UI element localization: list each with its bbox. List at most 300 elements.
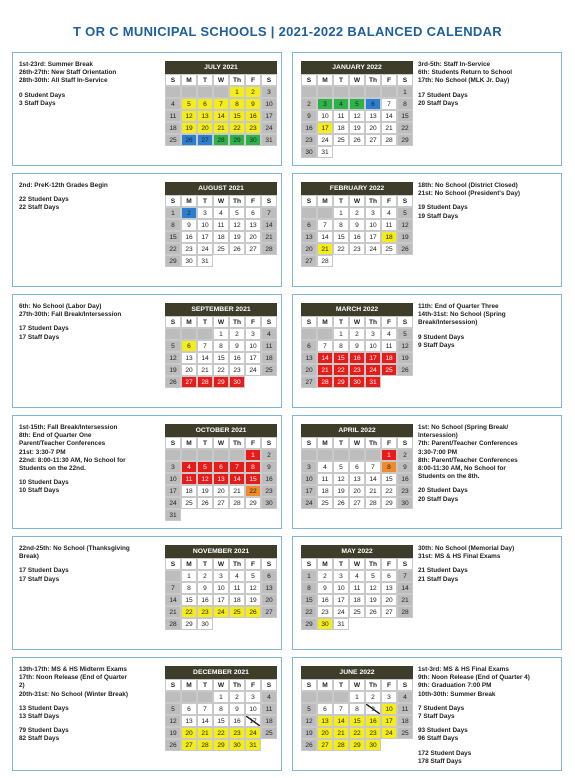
day-cell: 8 bbox=[301, 582, 317, 594]
day-cell: 18 bbox=[229, 594, 245, 606]
day-cell: 28 bbox=[261, 243, 277, 255]
day-cell: 9 bbox=[365, 703, 381, 715]
weekday-header: F bbox=[381, 679, 397, 691]
day-cell: 23 bbox=[365, 727, 381, 739]
day-cell: 11 bbox=[165, 110, 181, 122]
day-cell: 29 bbox=[229, 134, 245, 146]
day-cell: 27 bbox=[181, 739, 197, 751]
day-cell: 4 bbox=[381, 328, 397, 340]
empty-day-cell bbox=[165, 328, 181, 340]
weekday-header: T bbox=[333, 558, 349, 570]
day-cell: 30 bbox=[301, 146, 317, 158]
day-cell: 24 bbox=[245, 727, 261, 739]
day-cell: 6 bbox=[245, 207, 261, 219]
day-cell: 29 bbox=[245, 497, 261, 509]
day-cell: 5 bbox=[397, 207, 413, 219]
empty-day-cell bbox=[301, 449, 317, 461]
note-line: 17 Student Days bbox=[418, 91, 468, 99]
day-cell: 22 bbox=[301, 606, 317, 618]
month-title: FEBRUARY 2022 bbox=[301, 182, 413, 195]
note-line: 8:00-11:30 AM, No School for bbox=[418, 465, 506, 473]
day-cell: 30 bbox=[397, 497, 413, 509]
day-cell: 15 bbox=[397, 110, 413, 122]
month-title: MARCH 2022 bbox=[301, 303, 413, 316]
note-line: 14th-31st: No School (Spring bbox=[418, 311, 506, 319]
note-line: 178 Staff Days bbox=[418, 757, 462, 765]
weekday-header: T bbox=[197, 437, 213, 449]
weekday-header: F bbox=[381, 195, 397, 207]
day-cell: 19 bbox=[165, 727, 181, 739]
day-cell: 2 bbox=[317, 570, 333, 582]
day-cell: 11 bbox=[261, 340, 277, 352]
note-line: 9th: Noon Release (End of Quarter 4) bbox=[418, 674, 530, 682]
note-line: 18th: No School (District Closed) bbox=[418, 182, 518, 189]
empty-day-cell bbox=[365, 449, 381, 461]
day-cell: 21 bbox=[197, 727, 213, 739]
day-cell: 21 bbox=[397, 594, 413, 606]
note-line: 1st: No School (Spring Break/ bbox=[418, 424, 509, 431]
day-cell: 27 bbox=[213, 497, 229, 509]
day-cell: 29 bbox=[213, 739, 229, 751]
day-cell: 28 bbox=[333, 739, 349, 751]
month-notes bbox=[418, 545, 558, 584]
day-cell: 24 bbox=[245, 364, 261, 376]
weekday-header: S bbox=[301, 679, 317, 691]
day-cell: 16 bbox=[229, 352, 245, 364]
day-cell: 7 bbox=[197, 340, 213, 352]
day-cell: 15 bbox=[245, 473, 261, 485]
note-line: 27th-30th: Fall Break/Intersession bbox=[19, 311, 122, 319]
day-cell: 24 bbox=[197, 243, 213, 255]
day-cell: 8 bbox=[397, 98, 413, 110]
day-cell: 15 bbox=[333, 352, 349, 364]
day-cell: 12 bbox=[245, 582, 261, 594]
day-cell: 22 bbox=[213, 727, 229, 739]
day-cell: 24 bbox=[365, 364, 381, 376]
month-title: JANUARY 2022 bbox=[301, 61, 413, 74]
day-cell: 19 bbox=[181, 122, 197, 134]
note-line: 9th: Graduation 7:00 PM bbox=[418, 682, 492, 690]
note-line: 17 Staff Days bbox=[19, 575, 60, 583]
note-line: 11th: End of Quarter Three bbox=[418, 303, 499, 310]
day-cell: 16 bbox=[245, 110, 261, 122]
day-cell: 18 bbox=[261, 352, 277, 364]
day-cell: 5 bbox=[301, 703, 317, 715]
month-title: JULY 2021 bbox=[165, 61, 277, 74]
day-grid bbox=[165, 195, 277, 267]
weekday-header: Th bbox=[229, 74, 245, 86]
day-cell: 26 bbox=[229, 243, 245, 255]
note-line: 1st-23rd: Summer Break bbox=[19, 61, 93, 68]
month-notes bbox=[19, 666, 134, 744]
note-line: 1st-3rd: MS & HS Final Exams bbox=[418, 666, 509, 673]
day-cell: 1 bbox=[165, 207, 181, 219]
day-cell: 20 bbox=[365, 122, 381, 134]
day-cell: 30 bbox=[261, 497, 277, 509]
day-cell: 11 bbox=[333, 110, 349, 122]
day-cell: 8 bbox=[333, 340, 349, 352]
day-cell: 1 bbox=[301, 570, 317, 582]
note-line: 6th: No School (Labor Day) bbox=[19, 303, 102, 310]
note-line: 22nd-25th: No School (Thanksgiving bbox=[19, 545, 130, 552]
note-line: 17 Staff Days bbox=[19, 333, 60, 341]
day-cell: 29 bbox=[165, 255, 181, 267]
day-cell: 27 bbox=[349, 497, 365, 509]
note-line: 8th: Parent/Teacher Conferences bbox=[418, 456, 518, 464]
day-cell: 17 bbox=[333, 594, 349, 606]
day-cell: 30 bbox=[365, 739, 381, 751]
weekday-header: S bbox=[165, 437, 181, 449]
day-cell: 29 bbox=[349, 739, 365, 751]
note-line: 20 Staff Days bbox=[418, 99, 459, 107]
day-cell: 25 bbox=[213, 243, 229, 255]
day-cell: 29 bbox=[397, 134, 413, 146]
day-cell: 22 bbox=[333, 364, 349, 376]
month-panel bbox=[292, 657, 562, 771]
weekday-header: Th bbox=[229, 437, 245, 449]
note-line: 93 Student Days bbox=[418, 727, 468, 735]
weekday-header: F bbox=[381, 437, 397, 449]
day-cell: 6 bbox=[197, 98, 213, 110]
day-cell: 21 bbox=[213, 122, 229, 134]
day-cell: 16 bbox=[317, 594, 333, 606]
day-cell: 20 bbox=[301, 364, 317, 376]
empty-day-cell bbox=[317, 449, 333, 461]
day-cell: 26 bbox=[397, 364, 413, 376]
day-cell: 15 bbox=[229, 110, 245, 122]
day-cell: 9 bbox=[245, 98, 261, 110]
weekday-header: F bbox=[381, 74, 397, 86]
day-cell: 30 bbox=[181, 255, 197, 267]
day-cell: 11 bbox=[213, 219, 229, 231]
day-cell: 12 bbox=[349, 110, 365, 122]
empty-day-cell bbox=[181, 691, 197, 703]
month-panel bbox=[12, 294, 282, 408]
day-cell: 17 bbox=[365, 231, 381, 243]
day-cell: 7 bbox=[229, 461, 245, 473]
weekday-header: W bbox=[213, 679, 229, 691]
day-cell: 3 bbox=[365, 328, 381, 340]
note-line: 31st: MS & HS Final Exams bbox=[418, 553, 501, 561]
day-cell: 18 bbox=[349, 594, 365, 606]
day-cell: 26 bbox=[365, 606, 381, 618]
day-cell: 7 bbox=[213, 98, 229, 110]
day-cell: 3 bbox=[213, 570, 229, 582]
note-line: Students on the 8th. bbox=[418, 473, 480, 481]
weekday-header: T bbox=[197, 679, 213, 691]
day-cell: 17 bbox=[301, 485, 317, 497]
day-cell: 25 bbox=[229, 606, 245, 618]
weekday-header: M bbox=[317, 316, 333, 328]
day-cell: 4 bbox=[261, 691, 277, 703]
month-panel bbox=[12, 173, 282, 287]
weekday-header: S bbox=[301, 437, 317, 449]
day-cell: 15 bbox=[213, 715, 229, 727]
day-cell: 21 bbox=[197, 364, 213, 376]
empty-day-cell bbox=[333, 449, 349, 461]
day-cell: 20 bbox=[261, 594, 277, 606]
day-cell: 22 bbox=[333, 243, 349, 255]
day-cell: 20 bbox=[317, 727, 333, 739]
day-cell: 17 bbox=[317, 122, 333, 134]
day-cell: 2 bbox=[245, 86, 261, 98]
day-cell: 14 bbox=[197, 715, 213, 727]
day-cell: 8 bbox=[333, 219, 349, 231]
weekday-header: M bbox=[317, 679, 333, 691]
day-cell: 10 bbox=[333, 582, 349, 594]
note-line: 30th: No School (Memorial Day) bbox=[418, 545, 515, 552]
day-cell: 31 bbox=[333, 618, 349, 630]
day-cell: 28 bbox=[197, 739, 213, 751]
weekday-header: S bbox=[165, 316, 181, 328]
day-cell: 20 bbox=[181, 727, 197, 739]
day-cell: 21 bbox=[381, 122, 397, 134]
day-cell: 28 bbox=[397, 606, 413, 618]
day-cell: 31 bbox=[165, 509, 181, 521]
day-cell: 29 bbox=[381, 497, 397, 509]
day-cell: 8 bbox=[245, 461, 261, 473]
note-line: 21 Student Days bbox=[418, 567, 468, 575]
day-cell: 14 bbox=[197, 352, 213, 364]
day-cell: 24 bbox=[213, 606, 229, 618]
day-cell: 21 bbox=[261, 231, 277, 243]
weekday-header: T bbox=[333, 437, 349, 449]
day-cell: 2 bbox=[397, 449, 413, 461]
day-cell: 19 bbox=[397, 231, 413, 243]
day-cell: 4 bbox=[317, 461, 333, 473]
day-cell: 13 bbox=[197, 110, 213, 122]
day-cell: 21 bbox=[333, 727, 349, 739]
note-line: 9 Student Days bbox=[418, 333, 465, 341]
day-cell: 20 bbox=[181, 364, 197, 376]
day-cell: 6 bbox=[301, 219, 317, 231]
day-cell: 26 bbox=[245, 606, 261, 618]
weekday-header: T bbox=[333, 195, 349, 207]
weekday-header: F bbox=[245, 679, 261, 691]
note-line: 20 Student Days bbox=[418, 487, 468, 495]
day-cell: 21 bbox=[229, 485, 245, 497]
day-cell: 21 bbox=[317, 243, 333, 255]
day-cell: 23 bbox=[229, 364, 245, 376]
day-cell: 16 bbox=[365, 715, 381, 727]
month-calendar bbox=[165, 424, 277, 521]
weekday-header: Th bbox=[365, 558, 381, 570]
day-cell: 25 bbox=[261, 727, 277, 739]
day-cell: 17 bbox=[245, 352, 261, 364]
day-cell: 26 bbox=[197, 497, 213, 509]
weekday-header: S bbox=[397, 437, 413, 449]
day-cell: 17 bbox=[165, 485, 181, 497]
day-cell: 25 bbox=[165, 134, 181, 146]
day-cell: 11 bbox=[349, 582, 365, 594]
note-line: Intersession) bbox=[418, 432, 458, 440]
note-line: 13th-17th: MS & HS Midterm Exams bbox=[19, 666, 127, 673]
day-cell: 13 bbox=[349, 473, 365, 485]
note-line: 7 Staff Days bbox=[418, 713, 455, 721]
day-cell: 26 bbox=[301, 739, 317, 751]
weekday-header: T bbox=[197, 316, 213, 328]
day-cell: 2 bbox=[349, 207, 365, 219]
page-title: T OR C MUNICIPAL SCHOOLS | 2021-2022 BALANCED CALENDAR bbox=[73, 24, 502, 39]
day-cell: 5 bbox=[245, 570, 261, 582]
day-cell: 23 bbox=[181, 243, 197, 255]
weekday-header: S bbox=[301, 74, 317, 86]
day-cell: 7 bbox=[397, 570, 413, 582]
empty-day-cell bbox=[301, 328, 317, 340]
day-cell: 15 bbox=[349, 715, 365, 727]
weekday-header: M bbox=[181, 558, 197, 570]
day-cell: 22 bbox=[397, 122, 413, 134]
day-cell: 30 bbox=[317, 618, 333, 630]
month-notes bbox=[19, 61, 134, 108]
note-line: 7th: Parent/Teacher Conferences bbox=[418, 440, 518, 448]
weekday-header: T bbox=[333, 679, 349, 691]
day-cell: 10 bbox=[165, 473, 181, 485]
day-cell: 8 bbox=[213, 340, 229, 352]
day-cell: 27 bbox=[261, 606, 277, 618]
weekday-header: S bbox=[165, 558, 181, 570]
day-grid bbox=[301, 558, 413, 630]
month-title: JUNE 2022 bbox=[301, 666, 413, 679]
day-cell: 30 bbox=[229, 739, 245, 751]
day-cell: 10 bbox=[213, 582, 229, 594]
day-grid bbox=[301, 437, 413, 509]
empty-day-cell bbox=[317, 328, 333, 340]
day-cell: 7 bbox=[261, 207, 277, 219]
day-cell: 15 bbox=[181, 594, 197, 606]
weekday-header: S bbox=[301, 558, 317, 570]
day-cell: 30 bbox=[197, 618, 213, 630]
day-cell: 23 bbox=[301, 134, 317, 146]
day-cell: 9 bbox=[181, 219, 197, 231]
day-cell: 1 bbox=[213, 328, 229, 340]
weekday-header: S bbox=[165, 74, 181, 86]
day-cell: 20 bbox=[213, 485, 229, 497]
day-grid bbox=[301, 316, 413, 388]
day-cell: 20 bbox=[301, 243, 317, 255]
day-cell: 9 bbox=[301, 110, 317, 122]
weekday-header: S bbox=[165, 195, 181, 207]
day-cell: 13 bbox=[213, 473, 229, 485]
day-cell: 4 bbox=[333, 98, 349, 110]
weekday-header: W bbox=[213, 74, 229, 86]
day-cell: 14 bbox=[317, 231, 333, 243]
day-cell: 17 bbox=[197, 231, 213, 243]
day-cell: 17 bbox=[245, 715, 261, 727]
note-line: 96 Staff Days bbox=[418, 735, 459, 743]
note-line: 19 Student Days bbox=[418, 204, 468, 212]
weekday-header: Th bbox=[365, 437, 381, 449]
day-grid bbox=[165, 74, 277, 146]
day-cell: 6 bbox=[381, 570, 397, 582]
month-calendar bbox=[301, 182, 413, 267]
day-cell: 28 bbox=[213, 134, 229, 146]
day-cell: 18 bbox=[317, 485, 333, 497]
day-cell: 12 bbox=[397, 340, 413, 352]
weekday-header: Th bbox=[229, 195, 245, 207]
day-cell: 20 bbox=[197, 122, 213, 134]
weekday-header: Th bbox=[229, 679, 245, 691]
empty-day-cell bbox=[349, 86, 365, 98]
day-cell: 28 bbox=[381, 134, 397, 146]
day-cell: 10 bbox=[317, 110, 333, 122]
day-cell: 7 bbox=[197, 703, 213, 715]
month-notes bbox=[19, 424, 134, 496]
weekday-header: F bbox=[245, 437, 261, 449]
weekday-header: W bbox=[213, 316, 229, 328]
note-line: 19 Staff Days bbox=[418, 212, 459, 220]
day-cell: 12 bbox=[197, 473, 213, 485]
day-cell: 1 bbox=[229, 86, 245, 98]
day-cell: 24 bbox=[317, 134, 333, 146]
day-cell: 14 bbox=[261, 219, 277, 231]
day-cell: 7 bbox=[333, 703, 349, 715]
day-cell: 4 bbox=[397, 691, 413, 703]
day-cell: 25 bbox=[397, 727, 413, 739]
weekday-header: S bbox=[397, 195, 413, 207]
weekday-header: W bbox=[213, 558, 229, 570]
day-cell: 21 bbox=[165, 606, 181, 618]
note-line: 17th: No School (MLK Jr. Day) bbox=[418, 77, 510, 85]
day-cell: 16 bbox=[261, 473, 277, 485]
note-line: 3:30-7:00 PM bbox=[418, 448, 458, 456]
note-line: 20th-31st: No School (Winter Break) bbox=[19, 690, 128, 698]
month-calendar bbox=[165, 666, 277, 751]
day-cell: 26 bbox=[181, 134, 197, 146]
note-line: Break) bbox=[19, 553, 39, 561]
day-cell: 30 bbox=[245, 134, 261, 146]
month-panel bbox=[12, 415, 282, 529]
day-cell: 1 bbox=[181, 570, 197, 582]
day-cell: 16 bbox=[349, 352, 365, 364]
day-cell: 19 bbox=[365, 594, 381, 606]
day-cell: 22 bbox=[181, 606, 197, 618]
weekday-header: F bbox=[245, 558, 261, 570]
empty-day-cell bbox=[197, 328, 213, 340]
day-cell: 24 bbox=[333, 606, 349, 618]
day-cell: 27 bbox=[365, 134, 381, 146]
day-cell: 27 bbox=[317, 739, 333, 751]
weekday-header: W bbox=[349, 558, 365, 570]
day-cell: 2 bbox=[197, 570, 213, 582]
month-notes bbox=[418, 424, 558, 504]
day-cell: 3 bbox=[261, 86, 277, 98]
day-cell: 3 bbox=[197, 207, 213, 219]
day-cell: 24 bbox=[261, 122, 277, 134]
weekday-header: Th bbox=[229, 316, 245, 328]
day-cell: 1 bbox=[245, 449, 261, 461]
day-cell: 19 bbox=[301, 727, 317, 739]
month-calendar bbox=[165, 182, 277, 267]
weekday-header: S bbox=[301, 195, 317, 207]
day-cell: 9 bbox=[317, 582, 333, 594]
weekday-header: M bbox=[317, 558, 333, 570]
day-cell: 17 bbox=[365, 352, 381, 364]
day-cell: 2 bbox=[229, 691, 245, 703]
day-cell: 6 bbox=[213, 461, 229, 473]
day-cell: 30 bbox=[349, 376, 365, 388]
day-cell: 8 bbox=[229, 98, 245, 110]
day-cell: 3 bbox=[245, 328, 261, 340]
empty-day-cell bbox=[333, 86, 349, 98]
day-grid bbox=[165, 316, 277, 388]
weekday-header: S bbox=[165, 679, 181, 691]
weekday-header: T bbox=[197, 195, 213, 207]
note-line: 82 Staff Days bbox=[19, 735, 60, 743]
month-panel bbox=[12, 657, 282, 771]
day-grid bbox=[301, 679, 413, 751]
weekday-header: S bbox=[397, 316, 413, 328]
